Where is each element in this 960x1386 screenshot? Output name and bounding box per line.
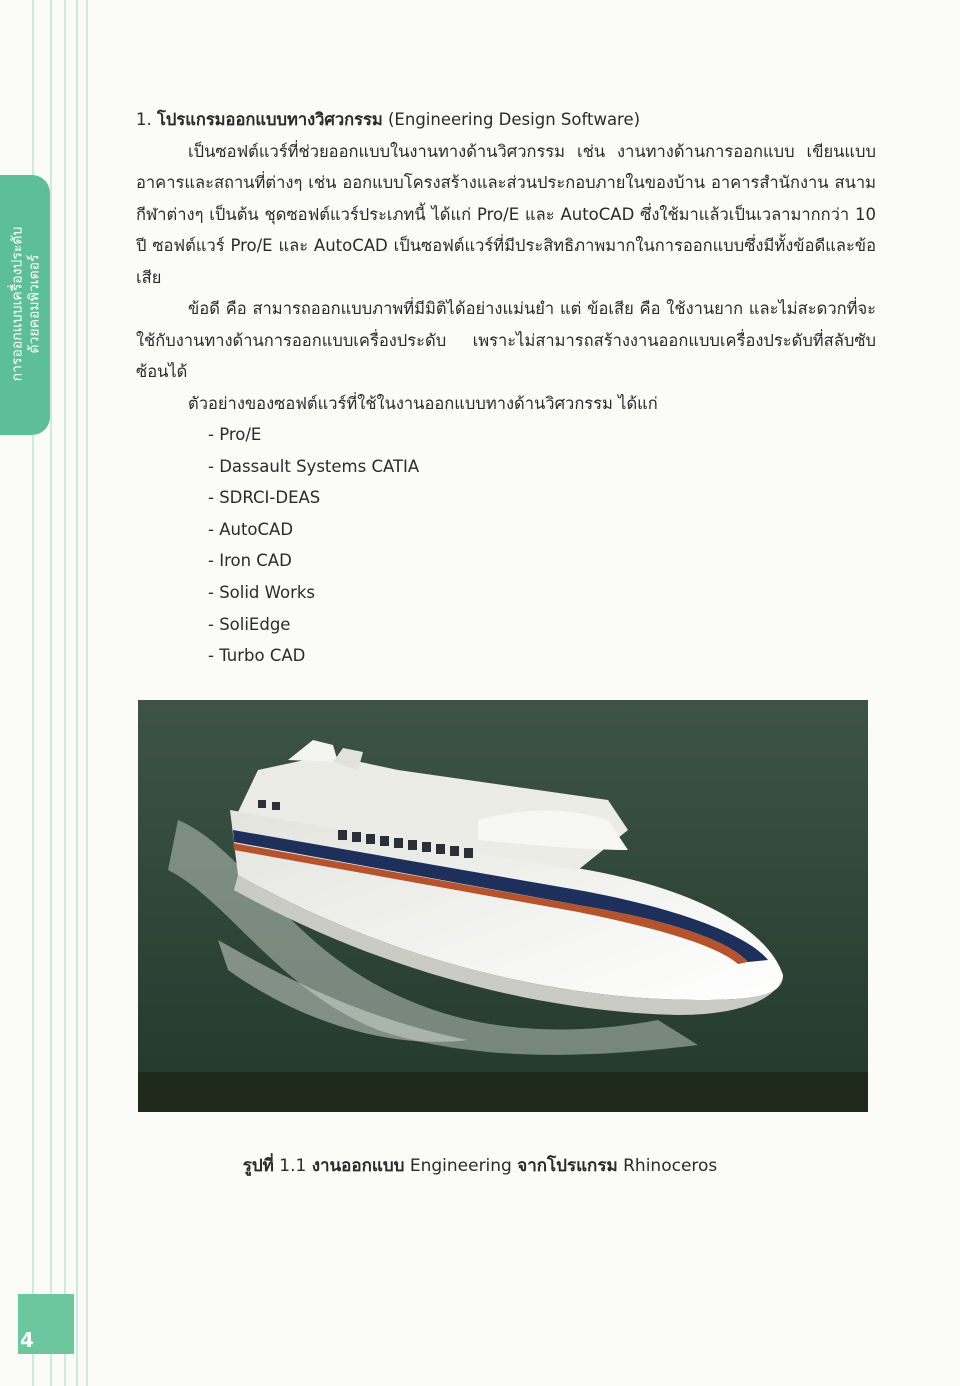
ship-image [138,700,868,1112]
list-item: - Solid Works [208,582,316,602]
figure-caption [0,1152,960,1179]
page-number: 4 [20,1328,34,1352]
section-heading [136,104,876,136]
paragraph: ข้อดี คือ สามารถออกแบบภาพที่มีมิติได้อย่างแม่นยำ แต่ ข้อเสีย คือ ใช้งานยาก และไม่สะดวกที่จะใช้กับงานทางด้านการออกแบบเครื่องประดับ เพราะไม่สามารถสร้างงานออกแบบเครื่องประดับที่สลับซับซ้อนได้ [136,299,876,381]
caption-english-1: Engineering [409,1156,512,1176]
paragraph: ตัวอย่างของซอฟต์แวร์ที่ใช้ในงานออกแบบทางด้านวิศวกรรม ได้แก่ [188,393,658,413]
main-content [136,104,876,672]
paragraph: เป็นซอฟต์แวร์ที่ช่วยออกแบบในงานทางด้านวิศวกรรม เช่น งานทางด้านการออกแบบ เขียนแบบอาคารและสถานที่ต่างๆ เช่น ออกแบบโครงสร้างและส่วนประกอบภายในของบ้าน อาคารสำนักงาน สนามกีฬาต่างๆ เป็นต้น ชุดซอฟต์แวร์ประเภทนี้ ได้แก่ Pro/E และ AutoCAD ซึ่งใช้มาแล้วเป็นเวลามากกว่า 10 ปี ซอฟต์แวร์ Pro/E และ AutoCAD เป็นซอฟต์แวร์ที่มีประสิทธิภาพมากในการออกแบบซึ่งมีทั้งข้อดีและข้อเสีย [136,141,876,287]
caption-number: 1.1 [279,1156,307,1176]
side-tab-line1: การออกแบบเครื่องประดับ [9,226,26,382]
chapter-side-tab-label [4,178,48,430]
section-number: 1. [136,110,152,129]
list-item: - Dassault Systems CATIA [208,456,420,476]
section-title-thai: โปรแกรมออกแบบทางวิศวกรรม [157,110,383,129]
section-title-english: (Engineering Design Software) [388,110,641,129]
caption-label: รูปที่ [242,1156,274,1176]
list-item: - Pro/E [208,425,262,444]
caption-thai-2: จากโปรแกรม [517,1156,618,1176]
list-item: - AutoCAD [208,519,294,539]
list-item: - Turbo CAD [208,646,306,666]
side-tab-line2: ด้วยคอมพิวเตอร์ [26,254,43,354]
list-item: - Iron CAD [208,551,292,571]
list-item: - SoliEdge [208,614,291,634]
list-item: - SDRCI-DEAS [208,488,321,508]
caption-thai-1: งานออกแบบ [311,1156,405,1176]
software-list [136,419,876,672]
caption-english-2: Rhinoceros [623,1156,718,1176]
